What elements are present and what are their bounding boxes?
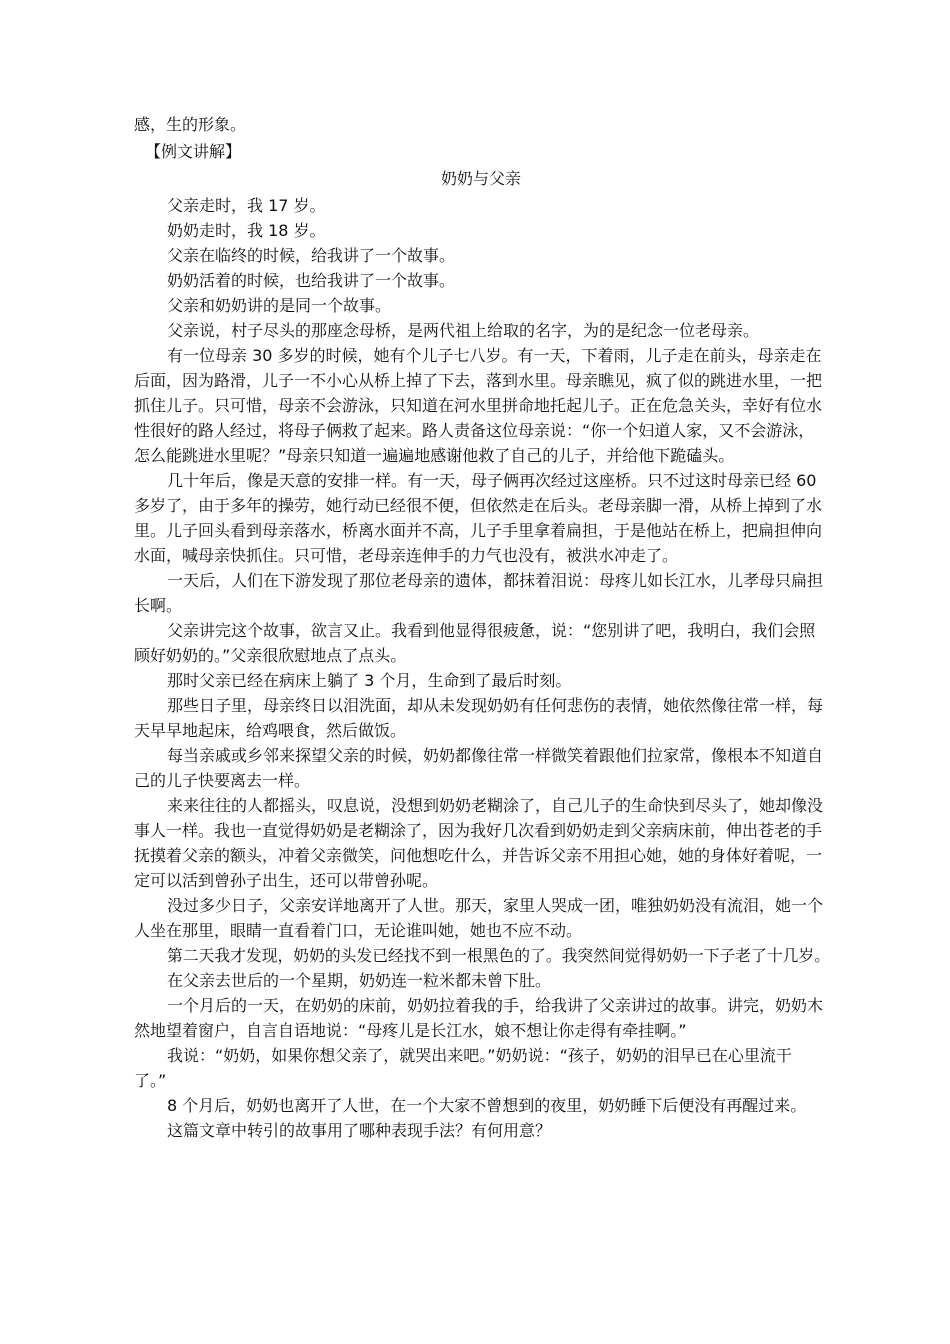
paragraph-line: 后面，因为路滑，儿子一不小心从桥上掉了下去，落到水里。母亲瞧见，疯了似的跳进水里，一把 (134, 371, 823, 390)
paragraph-line: 父亲走时，我 17 岁。 (167, 196, 326, 215)
paragraph-line: 我说：“奶奶，如果你想父亲了，就哭出来吧。”奶奶说：“孩子，奶奶的泪早已在心里流干 (167, 1046, 792, 1065)
paragraph-line: 没过多少日子，父亲安详地离开了人世。那天，家里人哭成一团，唯独奶奶没有流泪，她一个 (167, 896, 824, 915)
paragraph-line: 天早早地起床，给鸡喂食，然后做饭。 (134, 721, 407, 740)
paragraph-line: 里。儿子回头看到母亲落水，桥离水面并不高，儿子手里拿着扁担，于是他站在桥上，把扁担伸向 (134, 521, 823, 540)
paragraph-line: 然地望着窗户，自言自语地说：“母疼儿是长江水，娘不想让你走得有牵挂啊。” (134, 1021, 687, 1040)
paragraph-line: 奶奶活着的时候，也给我讲了一个故事。 (167, 271, 456, 290)
intro-text: 感，生的形象。 (134, 115, 247, 134)
paragraph-line: 长啊。 (134, 596, 183, 615)
paragraph-line: 来来往往的人都摇头，叹息说，没想到奶奶老糊涂了，自己儿子的生命快到尽头了，她却像没 (167, 796, 824, 815)
paragraph-line: 父亲和奶奶讲的是同一个故事。 (167, 296, 392, 315)
paragraph-line: 性很好的路人经过，将母子俩救了起来。路人责备这位母亲说：“你一个妇道人家，又不会游泳， (134, 421, 815, 440)
paragraph-line: 父亲说，村子尽头的那座念母桥，是两代祖上给取的名字，为的是纪念一位老母亲。 (167, 321, 760, 340)
paragraph-line: 那些日子里，母亲终日以泪洗面，却从未发现奶奶有任何悲伤的表情，她依然像往常一样，每 (167, 696, 824, 715)
paragraph-line: 在父亲去世后的一个星期，奶奶连一粒米都未曾下肚。 (167, 971, 552, 990)
question-text: 这篇文章中转引的故事用了哪种表现手法？有何用意？ (167, 1121, 552, 1140)
paragraph-line: 8 个月后，奶奶也离开了人世，在一个大家不曾想到的夜里，奶奶睡下后便没有再醒过来。 (167, 1096, 807, 1115)
paragraph-line: 怎么能跳进水里呢？”母亲只知道一遍遍地感谢他救了自己的儿子，并给他下跪磕头。 (134, 446, 735, 465)
paragraph-line: 奶奶走时，我 18 岁。 (167, 221, 326, 240)
paragraph-line: 己的儿子快要离去一样。 (134, 771, 311, 790)
paragraph-line: 每当亲戚或乡邻来探望父亲的时候，奶奶都像往常一样微笑着跟他们拉家常，像根本不知道自 (167, 746, 824, 765)
paragraph-line: 一天后，人们在下游发现了那位老母亲的遗体，都抹着泪说：母疼儿如长江水，儿孝母只扁担 (167, 571, 824, 590)
paragraph-line: 抚摸着父亲的额头，冲着父亲微笑，问他想吃什么，并告诉父亲不用担心她，她的身体好着呢，一 (134, 846, 823, 865)
section-heading: 【例文讲解】 (145, 142, 242, 161)
paragraph-line: 父亲讲完这个故事，欲言又止。我看到他显得很疲惫，说：“您别讲了吧，我明白，我们会照 (167, 621, 816, 640)
article-title: 奶奶与父亲 (441, 169, 522, 188)
paragraph-line: 抓住儿子。只可惜，母亲不会游泳，只知道在河水里拼命地托起儿子。正在危急关头，幸好有位水 (134, 396, 823, 415)
paragraph-line: 那时父亲已经在病床上躺了 3 个月，生命到了最后时刻。 (167, 671, 572, 690)
paragraph-line: 了。” (134, 1071, 167, 1090)
paragraph-line: 有一位母亲 30 多岁的时候，她有个儿子七八岁。有一天，下着雨，儿子走在前头，母亲走在 (167, 346, 822, 365)
paragraph-line: 水面，喊母亲快抓住。只可惜，老母亲连伸手的力气也没有，被洪水冲走了。 (134, 546, 679, 565)
paragraph-line: 第二天我才发现，奶奶的头发已经找不到一根黑色的了。我突然间觉得奶奶一下子老了十几岁。 (167, 946, 831, 965)
paragraph-line: 人坐在那里，眼睛一直看着门口，无论谁叫她，她也不应不动。 (134, 921, 583, 940)
paragraph-line: 几十年后，像是天意的安排一样。有一天，母子俩再次经过这座桥。只不过这时母亲已经 60 (167, 471, 817, 490)
paragraph-line: 一个月后的一天，在奶奶的床前，奶奶拉着我的手，给我讲了父亲讲过的故事。讲完，奶奶木 (167, 996, 824, 1015)
paragraph-line: 定可以活到曾孙子出生，还可以带曾孙呢。 (134, 871, 439, 890)
paragraph-line: 顾好奶奶的。”父亲很欣慰地点了点头。 (134, 646, 407, 665)
paragraph-line: 多岁了，由于多年的操劳，她行动已经很不便，但依然走在后头。老母亲脚一滑，从桥上掉到了水 (134, 496, 823, 515)
paragraph-line: 事人一样。我也一直觉得奶奶是老糊涂了，因为我好几次看到奶奶走到父亲病床前，伸出苍老的手 (134, 821, 823, 840)
paragraph-line: 父亲在临终的时候，给我讲了一个故事。 (167, 246, 456, 265)
